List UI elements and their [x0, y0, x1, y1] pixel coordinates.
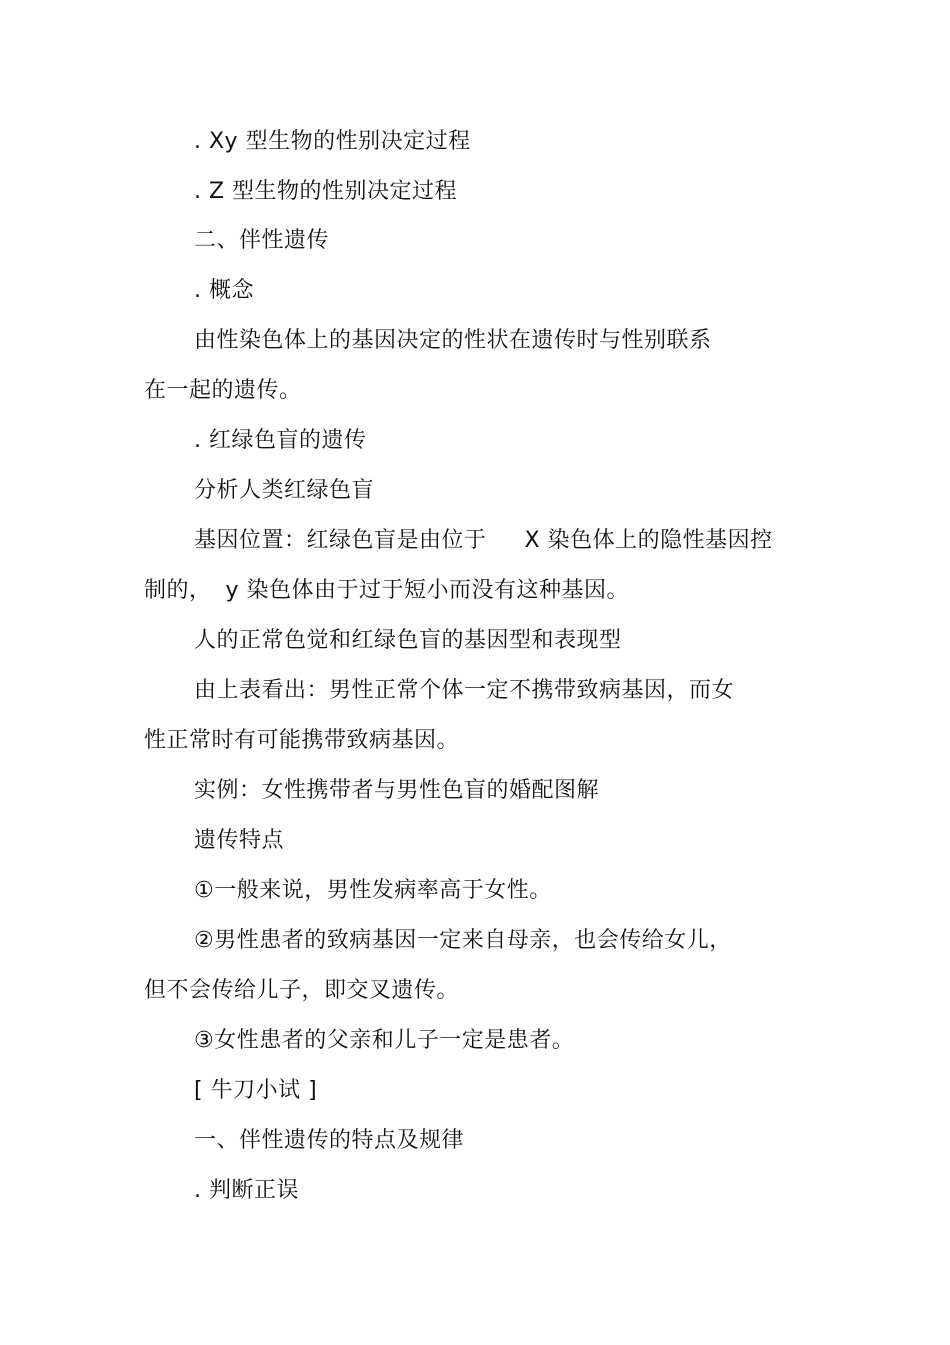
- section-heading-sex-linked: 二、伴性遗传: [194, 228, 330, 253]
- subheading-characteristics: 遗传特点: [194, 828, 285, 853]
- heading-xy-type: . Xy 型生物的性别决定过程: [194, 129, 471, 154]
- list-item-2-line2: 但不会传给儿子，即交叉遗传。: [144, 978, 460, 1003]
- paragraph-example: 实例：女性携带者与男性色盲的婚配图解: [194, 778, 600, 803]
- paragraph-genotype-phenotype: 人的正常色觉和红绿色盲的基因型和表现型: [194, 628, 622, 653]
- paragraph-table-conclusion-line2: 性正常时有可能携带致病基因。: [144, 728, 460, 753]
- paragraph-concept-line1: 由性染色体上的基因决定的性状在遗传时与性别联系: [194, 328, 712, 353]
- subheading-concept: . 概念: [194, 278, 254, 303]
- paragraph-concept-line2: 在一起的遗传。: [144, 378, 302, 403]
- quiz-heading: 一、伴性遗传的特点及规律: [194, 1128, 465, 1153]
- gene-location-part3: 制的，: [144, 578, 212, 603]
- paragraph-table-conclusion-line1: 由上表看出：男性正常个体一定不携带致病基因，而女: [194, 678, 735, 703]
- paragraph-gene-location-line2: [144, 576, 629, 606]
- gene-location-part1: 基因位置：红绿色盲是由位于: [194, 528, 487, 553]
- paragraph-gene-location-line1: [194, 526, 773, 556]
- list-item-2-line1: ②男性患者的致病基因一定来自母亲，也会传给女儿，: [194, 928, 732, 953]
- gene-location-part2: X 染色体上的隐性基因控: [524, 528, 773, 553]
- quiz-subheading: . 判断正误: [194, 1178, 299, 1203]
- subheading-colorblind: . 红绿色盲的遗传: [194, 428, 367, 453]
- list-item-3: ③女性患者的父亲和儿子一定是患者。: [194, 1028, 575, 1053]
- list-item-1: ①一般来说，男性发病率高于女性。: [194, 878, 552, 903]
- section-label-quiz: [ 牛刀小试 ]: [194, 1078, 318, 1103]
- gene-location-part4: y 染色体由于过于短小而没有这种基因。: [225, 578, 630, 603]
- paragraph-analysis: 分析人类红绿色盲: [194, 478, 375, 503]
- heading-z-type: . Z 型生物的性别决定过程: [194, 179, 458, 204]
